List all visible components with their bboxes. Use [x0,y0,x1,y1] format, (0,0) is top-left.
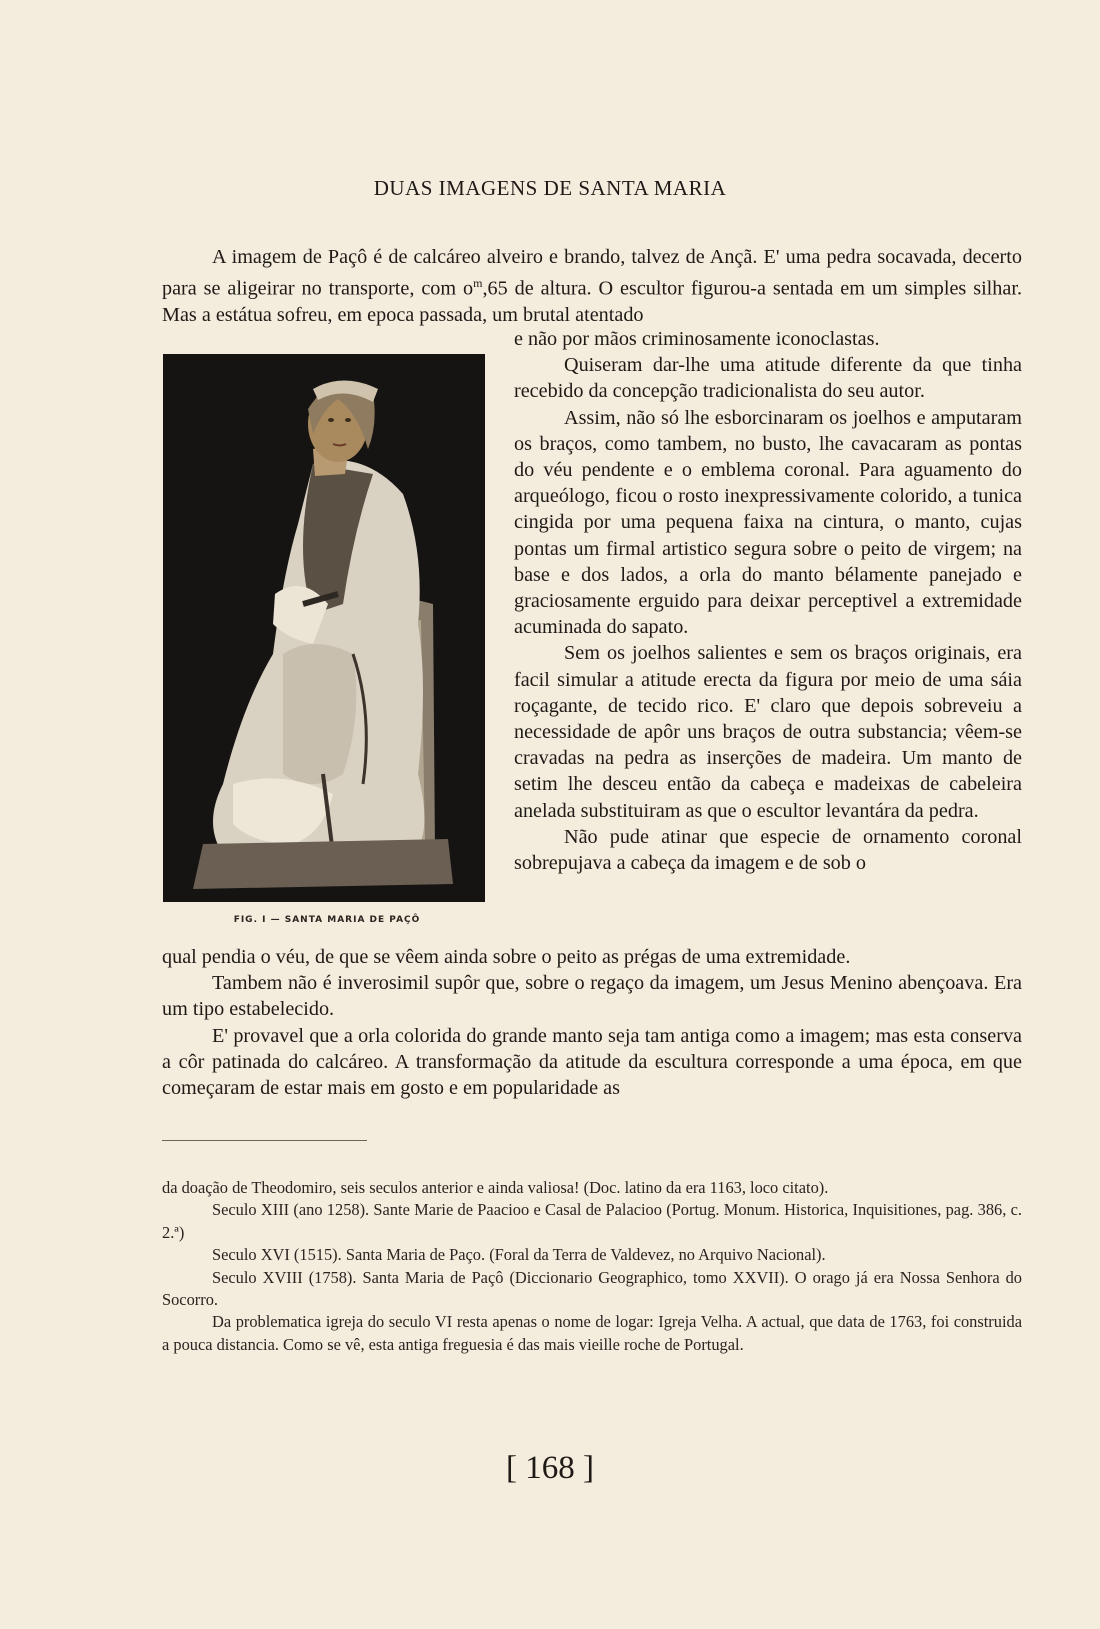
para1-end: e não por mãos criminosamente iconoclastas. [514,328,880,350]
para1-text-rest: ,65 de altura. O escultor figurou-a sentada em um simples silhar. Mas a estátua sofreu, em epoca passada, um brutal atentado [162,277,1022,327]
statue-photograph [163,354,485,902]
para1-text: A imagem de Paçô é de calcáreo alveiro e brando, talvez de Ançã. E' uma pedra socavada, decerto para se aligeirar no transporte, com o [162,246,1022,300]
footnote-line: Da problematica igreja do seculo VI resta apenas o nome de logar: Igreja Velha. A actual, que data de 1763, foi construida a pouca distancia. Como se vê, esta antiga freguesia é das mais vieille roche de Portugal. [162,1312,1022,1354]
para4: Sem os joelhos salientes e sem os braços originais, era facil simular a atitude erecta da figura por meio de uma sáia roçagante, de tecido rico. E' claro que depois sobreveiu a necessidade de apôr uns braços de outra substancia; vêem-se cravadas na pedra as inserções de madeira. Um manto de setim lhe desceu então da cabeça e madeixas de cabeleira anelada substituiram as que o escultor levantára da pedra. [514,642,1022,822]
footnote-line: Seculo XVI (1515). Santa Maria de Paço. (Foral da Terra de Valdevez, no Arquivo Nacional). [212,1245,826,1265]
figure-caption: FIG. I — SANTA MARIA DE PAÇÔ [233,915,421,925]
para3: Assim, não só lhe esborcinaram os joelhos e amputaram os braços, como tambem, no busto, lhe cavacaram as pontas do véu pendente e o emblema coronal. Para aguamento do arqueólogo, ficou o rosto inexpressivamente colorido, a tunica cingida por uma pequena faixa na cintura, o manto, cujas pontas um firmal artistico segura sobre o peito de virgem; na base e dos lados, a orla do manto bélamente panejado e graciosamente erguido para deixar perceptivel a extremidade acuminada do sapato. [514,406,1022,639]
para7: E' provavel que a orla colorida do grande manto seja tam antiga como a imagem; mas esta conserva a côr patinada do calcáreo. A transformação da atitude da escultura corresponde a uma época, em que começaram de estar mais em gosto e em popularidade as [162,1024,1022,1100]
wrapped-text-column [514,328,1022,876]
para5-start: Não pude atinar que especie de ornamento coronal sobrepujava a cabeça da imagem e de sob o [514,825,1022,875]
footnote-line: Seculo XIII (ano 1258). Sante Marie de Paacioo e Casal de Palacioo (Portug. Monum. Historica, Inquisitiones, pag. 386, c. 2.ª) [162,1200,1022,1242]
running-head: DUAS IMAGENS DE SANTA MARIA [373,176,727,200]
footnote-line: Seculo XVIII (1758). Santa Maria de Paçô (Diccionario Geographico, tomo XXVII). O orago já era Nossa Senhora do Socorro. [162,1267,1022,1310]
para5-end: qual pendia o véu, de que se vêem ainda sobre o peito as prégas de uma extremidade. [162,946,851,968]
page-number: [ 168 ] [506,1450,594,1486]
para1-superscript: m [473,276,483,291]
para6: Tambem não é inverosimil supôr que, sobre o regaço da imagem, um Jesus Menino abençoava. Era um tipo estabelecido. [162,972,1022,1021]
opening-paragraph [162,244,1022,328]
footnote-rule [162,1140,367,1141]
statue-figure-image [163,354,485,902]
footnotes [162,1177,1022,1356]
full-width-continuation [162,944,1022,1101]
footnote-line: da doação de Theodomiro, seis seculos anterior e ainda valiosa! (Doc. latino da era 1163, loco citato). [162,1178,829,1197]
para2: Quiseram dar-lhe uma atitude diferente da que tinha recebido da concepção tradicionalista do seu autor. [514,354,1022,403]
